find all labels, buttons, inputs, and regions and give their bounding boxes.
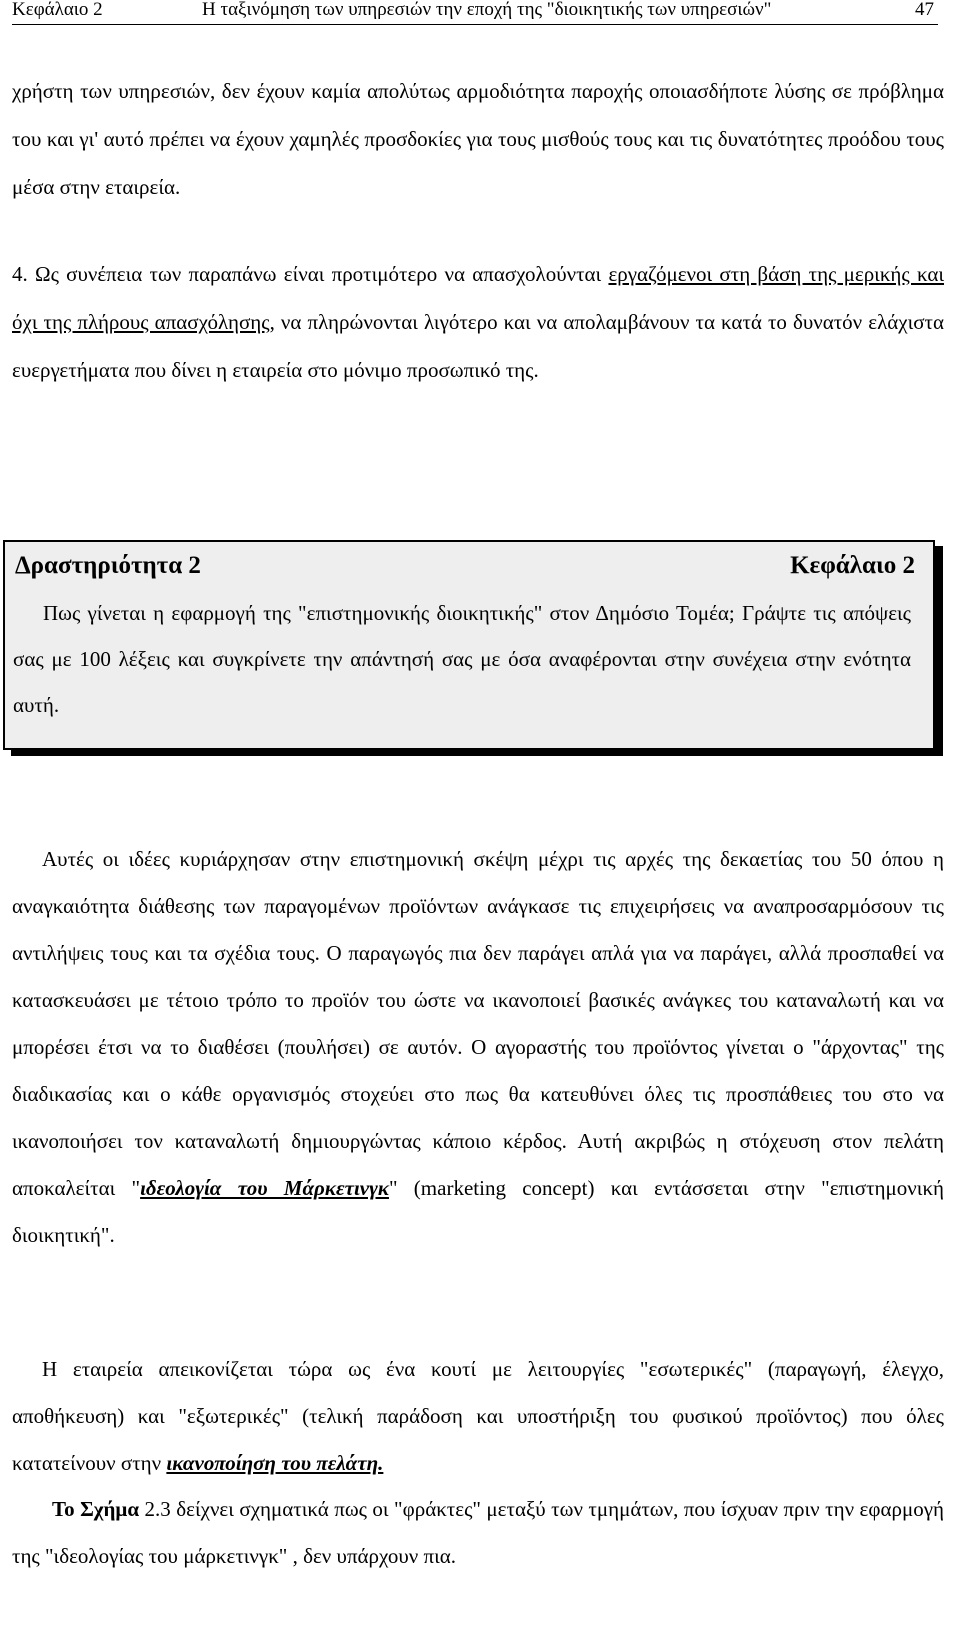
paragraph-2-underlined: εργαζόμενοι στη βάση της μερικής και όχι της πλήρους απασχόλησης [12,262,945,334]
figure-reference: Το Σχήμα [52,1497,140,1521]
activity-text: Πως γίνεται η εφαρμογή της "επιστημονικής διοικητικής" στον Δημόσιο Τομέα; Γράψτε τις απόψεις σας με 100 λέξεις και συγκρίνετε την απάντησή σας με όσα αναφέρονται στην συνέχεια στην ενότητα αυτή. [13,601,911,717]
header-chapter: Κεφάλαιο 2 [12,0,103,20]
paragraph-4 [12,1346,944,1487]
header-page-number: 47 [915,0,934,20]
paragraph-3-text: Αυτές οι ιδέες κυριάρχησαν στην επιστημονική σκέψη μέχρι τις αρχές της δεκαετίας του 50 όπου η αναγκαιότητα διάθεσης των παραγομένων προϊόντων ανάγκασε τις επιχειρήσεις να αναπροσαρμόσουν τις αντιλήψεις τους και τα σχέδια τους. Ο παραγωγός πια δεν παράγει απλά για να παράγει, αλλά προσπαθεί να κατασκευάσει με τέτοιο τρόπο το προϊόν του ώστε να ικανοποιεί βασικές ανάγκες του καταναλωτή και να μπορέσει έτσι να το διαθέσει (πουλήσει) σε αυτόν. Ο αγοραστής του προϊόντος γίνεται ο "άρχοντας" της διαδικασίας και ο κάθε οργανισμός στοχεύει στο πως θα κατευθύνει όλες τις προσπάθειες του στο να ικανοποιήσει τον καταναλωτή δημιουργώντας κάποιο κέρδος. Αυτή ακριβώς η στόχευση στον πελάτη αποκαλείται " [12,847,944,1200]
header-title: Η ταξινόμηση των υπηρεσιών την εποχή της "διοικητικής των υπηρεσιών" [202,0,772,20]
paragraph-3-text-end: " (marketing concept) και εντάσσεται στην "επιστημονική διοικητική". [12,1176,945,1247]
paragraph-2-text-end: , να πληρώνονται λιγότερο και να απολαμβάνουν τα κατά το δυνατόν ελάχιστα ευεργετήματα που δίνει η εταιρεία στο μόνιμο προσωπικό της. [12,310,944,382]
paragraph-2-text: 4. Ως συνέπεια των παραπάνω είναι προτιμότερο να απασχολούνται [12,262,609,286]
page-header [12,0,938,25]
paragraph-3-emphasis: ιδεολογία του Μάρκετινγκ [140,1176,389,1200]
paragraph-5-text: 2.3 δείχνει σχηματικά πως οι "φράκτες" μεταξύ των τμημάτων, που ίσχυαν πριν την εφαρμογή της "ιδεολογίας του μάρκετινγκ" , δεν υπάρχουν πια. [12,1497,944,1568]
paragraph-5 [12,1486,944,1580]
paragraph-2 [12,250,944,394]
paragraph-4-text: Η εταιρεία απεικονίζεται τώρα ως ένα κουτί με λειτουργίες "εσωτερικές" (παραγωγή, έλεγχο, αποθήκευση) και "εξωτερικές" (τελική παράδοση και υποστήριξη του φυσικού προϊόντος) που όλες κατατείνουν στην [12,1357,944,1475]
activity-title: Δραστηριότητα 2 [15,552,201,579]
activity-box [3,540,935,750]
paragraph-4-emphasis: ικανοποίηση του πελάτη. [166,1451,384,1475]
paragraph-3 [12,836,944,1259]
paragraph-1: χρήστη των υπηρεσιών, δεν έχουν καμία απολύτως αρμοδιότητα παροχής οποιασδήποτε λύσης σε πρόβλημα του και γι' αυτό πρέπει να έχουν χαμηλές προσδοκίες για τους μισθούς τους και τις δυνατότητες προόδου τους μέσα στην εταιρεία. [12,79,944,199]
activity-chapter: Κεφάλαιο 2 [790,552,915,579]
